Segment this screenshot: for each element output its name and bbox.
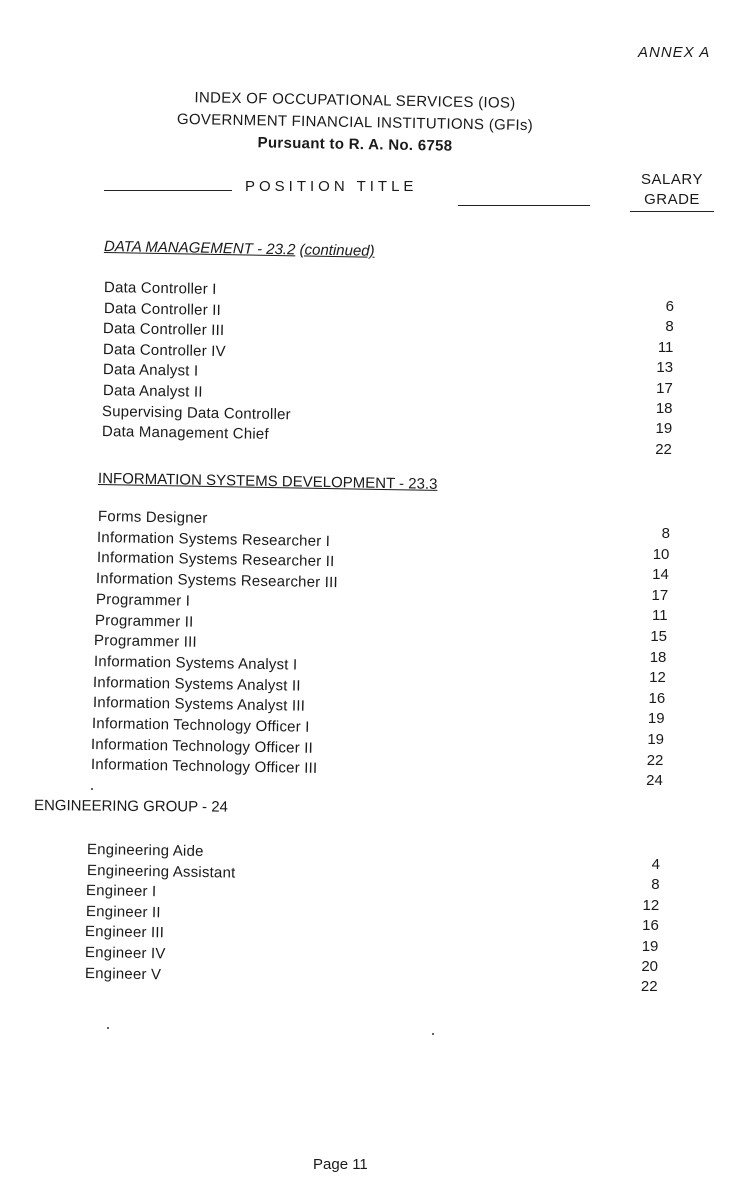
position-title: Engineer I: [86, 882, 157, 901]
section-heading-data-management: [104, 238, 375, 260]
salary-grade: 19: [647, 731, 664, 748]
header-rule-right: [458, 205, 590, 206]
salary-grade: 18: [655, 400, 673, 417]
position-title: Information Systems Researcher II: [96, 549, 335, 571]
salary-grade: 22: [646, 751, 664, 769]
salary-grade: 4: [651, 856, 660, 873]
header-rule-left: [104, 190, 232, 191]
section-continued: (continued): [299, 241, 375, 260]
salary-grade: 22: [655, 440, 672, 458]
position-title: Programmer III: [94, 632, 198, 651]
scan-speck: [432, 1033, 434, 1035]
salary-grade: 6: [665, 298, 674, 315]
header-title-line3: Pursuant to R. A. No. 6758: [257, 134, 453, 155]
salary-grade: 17: [651, 586, 669, 604]
salary-grade: 16: [642, 917, 659, 935]
position-title: Engineer III: [85, 923, 165, 942]
position-title-heading: POSITION TITLE: [245, 178, 418, 195]
position-title: Information Systems Researcher I: [97, 528, 331, 550]
position-title: Engineer V: [84, 964, 161, 983]
salary-grade: 10: [652, 545, 670, 563]
header-title-line2: GOVERNMENT FINANCIAL INSTITUTIONS (GFIs): [176, 110, 534, 135]
position-title: Supervising Data Controller: [102, 402, 292, 423]
salary-grade: 11: [657, 338, 674, 356]
section-heading-isd: [98, 470, 438, 493]
salary-grade: 19: [655, 420, 673, 438]
section-name: DATA MANAGEMENT - 23.2: [103, 238, 296, 259]
position-title: Data Controller IV: [102, 340, 227, 360]
salary-grade: 24: [646, 772, 663, 790]
position-title: Data Controller III: [103, 320, 225, 340]
position-title: Data Controller I: [103, 279, 217, 298]
salary-heading: SALARY: [641, 171, 703, 188]
salary-grade: 18: [649, 648, 667, 666]
salary-grade: 14: [652, 566, 669, 584]
position-title: Engineer IV: [84, 944, 166, 963]
position-title: Data Analyst II: [102, 382, 203, 401]
scan-speck: [107, 1027, 109, 1029]
position-title: Engineer II: [85, 902, 161, 922]
page-number: Page 11: [313, 1156, 368, 1173]
section-name: INFORMATION SYSTEMS DEVELOPMENT - 23.3: [97, 470, 438, 493]
position-title: Programmer I: [95, 590, 190, 610]
position-title: Information Systems Analyst II: [93, 673, 302, 695]
position-title: Data Management Chief: [101, 423, 269, 444]
annex-label: ANNEX A: [638, 44, 711, 61]
salary-grade: 13: [656, 359, 674, 377]
salary-grade: 17: [656, 379, 673, 397]
salary-grade: 19: [647, 710, 665, 728]
position-title: Engineering Aide: [86, 841, 204, 861]
salary-grade: 8: [665, 318, 674, 336]
position-title: Information Systems Researcher III: [96, 570, 339, 592]
salary-grade: 22: [640, 978, 658, 996]
salary-grade: 11: [652, 607, 668, 625]
header-title-line1: INDEX OF OCCUPATIONAL SERVICES (IOS): [194, 89, 516, 112]
position-title: Data Controller II: [103, 299, 221, 319]
salary-grade: 19: [641, 937, 659, 955]
scan-speck: [91, 788, 93, 790]
position-title: Information Technology Officer III: [90, 756, 318, 778]
salary-grade: 20: [641, 958, 658, 975]
position-title: Forms Designer: [97, 508, 208, 527]
salary-grade: 15: [650, 628, 667, 645]
section-heading-engineering: ENGINEERING GROUP - 24: [33, 797, 229, 816]
position-title: Information Systems Analyst I: [93, 652, 298, 674]
salary-grade: 8: [661, 525, 670, 542]
position-title: Data Analyst I: [102, 361, 199, 381]
salary-grade-rule: [630, 211, 714, 212]
position-title: Engineering Assistant: [86, 861, 236, 882]
position-title: Information Technology Officer I: [91, 715, 310, 736]
salary-grade: 12: [642, 896, 660, 914]
position-title: Information Systems Analyst III: [92, 694, 305, 715]
salary-grade: 8: [651, 876, 660, 894]
grade-heading: GRADE: [644, 191, 700, 208]
position-title: Programmer II: [94, 611, 194, 631]
position-title: Information Technology Officer II: [91, 735, 314, 757]
salary-grade: 12: [649, 669, 666, 687]
salary-grade: 16: [648, 689, 666, 707]
